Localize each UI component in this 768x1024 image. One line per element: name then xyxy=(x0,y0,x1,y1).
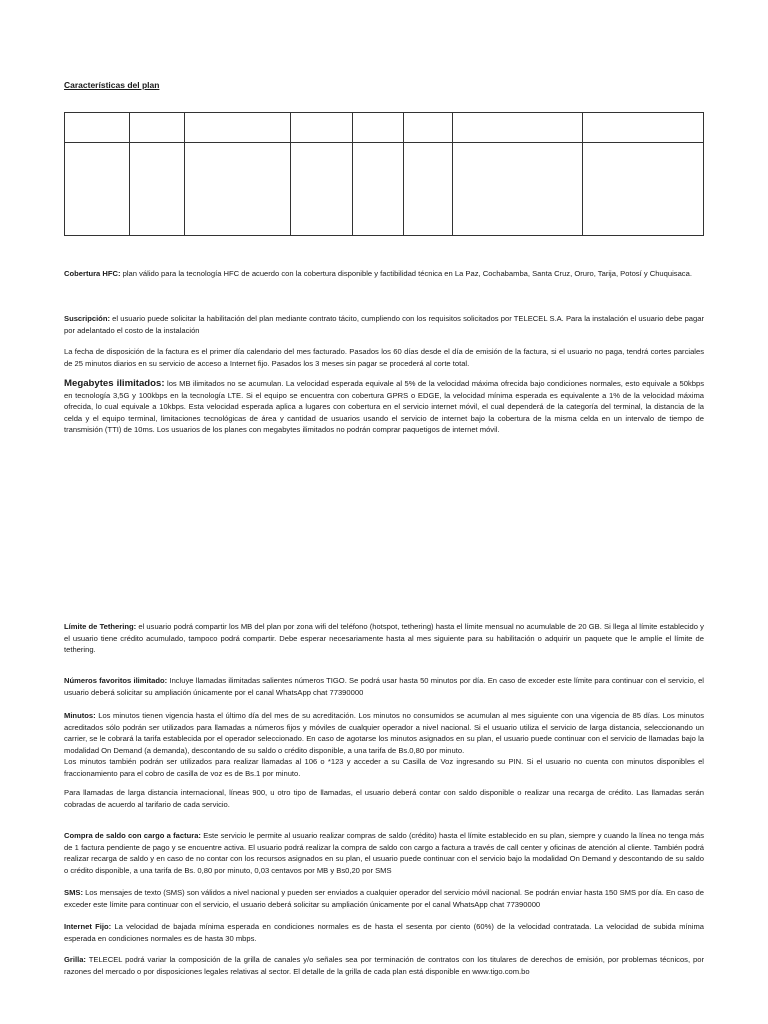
favoritos-paragraph xyxy=(64,675,704,698)
factura-text: La fecha de disposición de la factura es el primer día calendario del mes facturado. Pasados los 60 días desde el día de emisión de la factura, si el usuario no paga, tendrá cortes parciales de 25 minutos diarios en su servicio de acceso a Internet fijo. Pasados los 3 meses sin pagar se procederá al corte total. xyxy=(64,347,704,368)
compra-saldo-text: Este servicio le permite al usuario realizar compras de saldo (crédito) hasta el límite establecido en su plan, siempre y cuando la línea no tenga más de 1 factura pendiente de pago y se encuentre activa. El usuario podrá realizar la compra de saldo con cargo a factura a través de call center y oficinas de atención al cliente. También podrá realizar recarga de saldo y en caso de no contar con los recursos asignados en su plan, el usuario puede continuar con el servicio bajo la modalidad On Demand y descontando de su saldo o crédito disponible, a una tarifa de Bs. 0,80 por minuto, 0,03 centavos por MB y Bs0,20 por SMS xyxy=(64,831,704,875)
cobertura-paragraph xyxy=(64,268,704,280)
page-title: Características del plan xyxy=(64,80,160,90)
favoritos-text: Incluye llamadas ilimitadas salientes números TIGO. Se podrá usar hasta 50 minutos por día. En caso de exceder este límite para continuar con el servicio, el usuario deberá solicitar su ampliación únicamente por el canal WhatsApp chat 77390000 xyxy=(64,676,704,697)
plan-table xyxy=(64,112,704,236)
larga-distancia-paragraph xyxy=(64,787,704,810)
tethering-paragraph xyxy=(64,621,704,656)
minutos-label: Minutos: xyxy=(64,711,96,720)
table-header-row xyxy=(65,113,704,143)
table-row xyxy=(65,143,704,236)
minutos-text-2: Los minutos también podrán ser utilizados para realizar llamadas al 106 o *123 y acceder a su Casilla de Voz ingresando su PIN. Si el usuario no cuenta con minutos disponibles el fraccionamiento para el cobro de casilla de voz es de Bs.1 por minuto. xyxy=(64,757,704,778)
table-cell xyxy=(453,143,583,236)
tethering-text: el usuario podrá compartir los MB del plan por zona wifi del teléfono (hotspot, tethering) hasta el límite mensual no acumulable de 20 GB. Si llega al límite establecido y el usuario tiene crédito acumulado, tampoco podrá compartir. Debe esperar necesariamente hasta al mes siguiente para su habilitación o adquirir un paquete que le amplíe el límite de tethering. xyxy=(64,622,704,654)
table-cell xyxy=(453,113,583,143)
cobertura-text: plan válido para la tecnología HFC de acuerdo con la cobertura disponible y factibilidad técnica en La Paz, Cochabamba, Santa Cruz, Oruro, Tarija, Potosí y Chuquisaca. xyxy=(120,269,692,278)
factura-paragraph xyxy=(64,346,704,369)
suscripcion-label: Suscripción: xyxy=(64,314,110,323)
table-cell xyxy=(583,143,704,236)
table-cell xyxy=(290,113,352,143)
table-cell xyxy=(184,143,290,236)
tethering-label: Límite de Tethering: xyxy=(64,622,137,631)
internet-fijo-text: La velocidad de bajada mínima esperada en condiciones normales es de hasta el sesenta por ciento (60%) de la velocidad contratada. La velocidad de subida mínima esperada en condiciones normales es de hasta 30 mbps. xyxy=(64,922,704,943)
grilla-paragraph xyxy=(64,954,704,977)
megabytes-paragraph xyxy=(64,378,704,436)
compra-saldo-label: Compra de saldo con cargo a factura: xyxy=(64,831,201,840)
suscripcion-paragraph xyxy=(64,313,704,336)
table-cell xyxy=(65,143,130,236)
suscripcion-text: el usuario puede solicitar la habilitación del plan mediante contrato tácito, cumpliendo con los requisitos solicitados por TELECEL S.A. Para la instalación el usuario debe pagar por adelantado el costo de la instalación xyxy=(64,314,704,335)
minutos-paragraph xyxy=(64,710,704,779)
cobertura-label: Cobertura HFC: xyxy=(64,269,121,278)
megabytes-text: los MB ilimitados no se acumulan. La velocidad esperada equivale al 5% de la velocidad máxima ofrecida bajo condiciones normales, esto equivale a 50kbps en tecnología 3,5G y 100kbps en la tecnología LTE. Si el equipo se encuentra con cobertura GPRS o EDGE, la velocidad mínima esperada es equivalente a 1% de la velocidad máxima ofrecida, lo cual equivale a 10kbps. Esta velocidad esperada aplica a lugares con cobertura en el servicio internet móvil, el cual dependerá de la categoría del terminal, la distancia de la celda y el equipo terminal, limitaciones tecnológicas de área y cantidad de usuarios usando el servicio de internet bajo la cobertura de la misma celda en un intervalo de tiempo de transmisión (TTI) de 10ms. Los usuarios de los planes con megabytes ilimitados no podrán comprar paquetigos de internet móvil. xyxy=(64,379,704,434)
internet-fijo-paragraph xyxy=(64,921,704,944)
sms-text: Los mensajes de texto (SMS) son válidos a nivel nacional y pueden ser enviados a cualquier operador del servicio móvil nacional. Se podrán enviar hasta 150 SMS por día. En caso de exceder este límite para continuar con el servicio, el usuario deberá solicitar su ampliación únicamente por el canal WhatsApp chat 77390000 xyxy=(64,888,704,909)
sms-paragraph xyxy=(64,887,704,910)
table-cell xyxy=(404,143,453,236)
table-cell xyxy=(129,143,184,236)
table-cell xyxy=(404,113,453,143)
table-cell xyxy=(184,113,290,143)
table-cell xyxy=(583,113,704,143)
table-cell xyxy=(129,113,184,143)
table-cell xyxy=(65,113,130,143)
table-cell xyxy=(352,113,404,143)
sms-label: SMS: xyxy=(64,888,83,897)
grilla-label: Grilla: xyxy=(64,955,86,964)
grilla-text: TELECEL podrá variar la composición de la grilla de canales y/o señales sea por terminación de contratos con los titulares de derechos de emisión, por problemas técnicos, por razones del mercado o por disposiciones legales relativas al sector. El detalle de la grilla de cada plan está disponible en www.tigo.com.bo xyxy=(64,955,704,976)
megabytes-label: Megabytes ilimitados: xyxy=(64,378,165,389)
compra-saldo-paragraph xyxy=(64,830,704,876)
internet-fijo-label: Internet Fijo: xyxy=(64,922,112,931)
favoritos-label: Números favoritos ilimitado: xyxy=(64,676,168,685)
table-cell xyxy=(290,143,352,236)
minutos-text: Los minutos tienen vigencia hasta el último día del mes de su acreditación. Los minutos no consumidos se acumulan al mes siguiente con una vigencia de 85 días. Los minutos acreditados sólo podrán ser utilizados para llamadas a números fijos y móviles de cualquier operador a nivel nacional. Si el usuario utiliza el servicio de larga distancia, seleccionando un carrier, se le cobrará la tarifa establecida por el operador seleccionado. En caso de agotarse los minutos asignados en su plan, el usuario puede continuar con el servicio de llamadas bajo la modalidad On Demand (a demanda), descontando de su saldo o crédito disponible, a una tarifa de Bs.0,80 por minuto. xyxy=(64,711,704,755)
table-cell xyxy=(352,143,404,236)
larga-distancia-text: Para llamadas de larga distancia internacional, líneas 900, u otro tipo de llamadas, el usuario deberá contar con saldo disponible o realizar una recarga de crédito. Las llamadas serán cobradas de acuerdo al tarifario de cada servicio. xyxy=(64,788,704,809)
